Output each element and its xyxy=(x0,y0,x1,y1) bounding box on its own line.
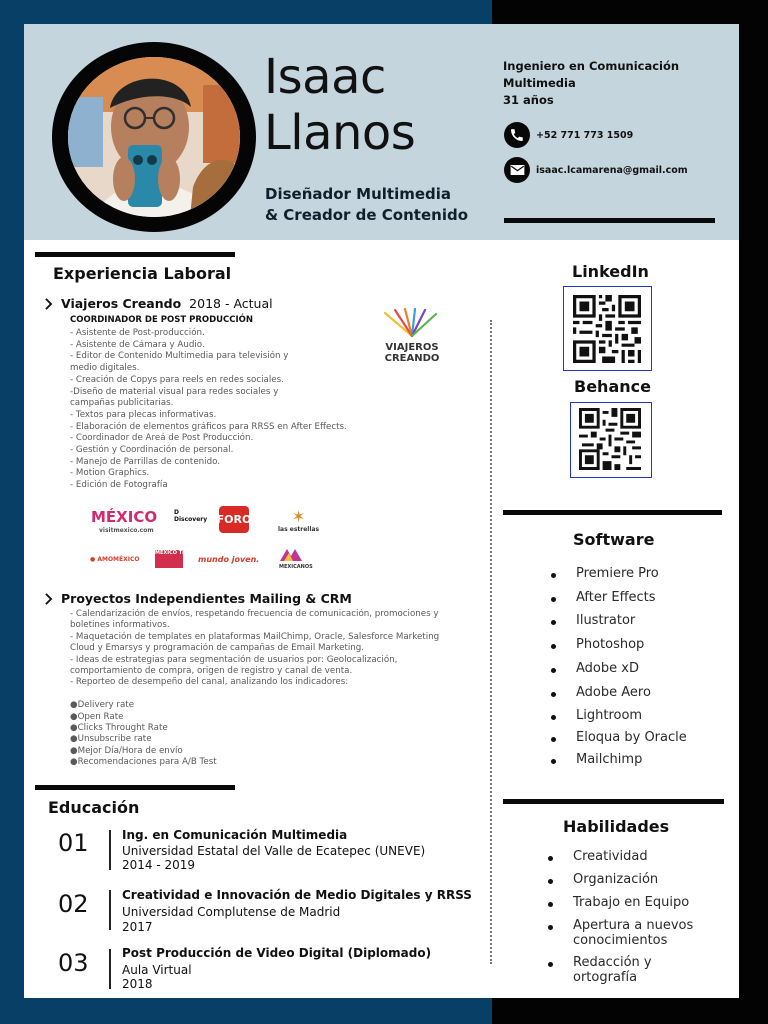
skills-top-bar xyxy=(503,799,724,804)
bullet-item: - Creación de Copys para reels en redes sociales. xyxy=(70,374,284,385)
viajeros-logo-mark xyxy=(381,308,443,338)
first-name: Isaac xyxy=(264,49,386,105)
viajeros-logo-text-line2: CREANDO xyxy=(384,353,440,364)
viajeros-logo-text-line1: VIAJEROS xyxy=(385,342,439,353)
last-name: Llanos xyxy=(264,105,416,161)
bullet-item: ●Delivery rate xyxy=(70,700,135,711)
bullet-item: - Manejo de Parrillas de contenido. xyxy=(70,456,221,467)
skills-title: Habilidades xyxy=(563,817,670,836)
skill-item: Creatividad xyxy=(573,849,698,864)
job2-responsibilities xyxy=(70,609,439,769)
chevron-right-icon xyxy=(44,298,53,310)
bullet-item: campañas publicitarias. xyxy=(70,398,174,409)
job-role: COORDINADOR DE POST PRODUCCIÓN xyxy=(70,315,254,325)
software-item: Mailchimp xyxy=(576,752,687,767)
bullet-item: medio digitales. xyxy=(70,363,140,374)
software-list xyxy=(576,566,687,767)
mail-icon xyxy=(504,157,530,183)
experience-title: Experiencia Laboral xyxy=(53,264,232,283)
experience-top-bar xyxy=(35,252,235,257)
viajeros-creando-logo xyxy=(381,308,443,366)
estrellas-logo: ✶ las estrellas xyxy=(278,507,320,533)
software-item: Ilustrator xyxy=(576,613,687,628)
mexico-logo: MÉXICO xyxy=(91,508,158,526)
email-address: isaac.lcamarena@gmail.com xyxy=(536,164,688,176)
bullet-item: ●Clicks Throught Rate xyxy=(70,723,168,734)
software-title: Software xyxy=(573,530,655,549)
bullet-item: ●Open Rate xyxy=(70,711,124,722)
job-viajeros-creando: Viajeros Creando 2018 - Actual xyxy=(44,296,273,311)
profile-photo-illustration xyxy=(68,57,240,217)
education-separator xyxy=(109,830,111,870)
skill-item: Apertura a nuevos conocimientos xyxy=(573,918,698,948)
bullet-item: comportamiento de compra, origen de registro y canal de venta. xyxy=(70,666,353,677)
bullet-item: - Maquetación de templates en plataformas MailChimp, Oracle, Salesforce Marketing xyxy=(70,631,440,642)
mexico-logo-subtitle: visitmexico.com xyxy=(99,527,154,534)
bullet-item: - Asistente de Cámara y Audio. xyxy=(70,339,205,350)
education-separator xyxy=(109,949,111,989)
bullet-item: - Textos para plecas informativas. xyxy=(70,409,217,420)
bullet-item: boletines informativos. xyxy=(70,620,170,631)
email-contact[interactable] xyxy=(504,157,688,183)
software-item: Adobe xD xyxy=(576,661,687,676)
phone-number: +52 771 773 1509 xyxy=(536,129,634,141)
linkedin-qr-code[interactable] xyxy=(563,286,652,371)
qr-code-icon xyxy=(573,295,641,363)
resume-header xyxy=(24,24,739,240)
profile-summary: Ingeniero en Comunicación Multimedia 31 años xyxy=(503,59,680,107)
mexicanos-logo: MEXICANOS xyxy=(279,548,313,570)
bullet-item: - Calendarización de envíos, respetando frecuencia de comunicación, promociones y xyxy=(70,609,439,619)
header-divider xyxy=(504,218,715,223)
job1-responsibilities xyxy=(70,328,347,492)
education-title: Educación xyxy=(48,798,140,817)
software-item: Adobe Aero xyxy=(576,685,687,700)
bullet-item: ●Unsubscribe rate xyxy=(70,734,152,745)
bullet-item: - Gestión y Coordinación de personal. xyxy=(70,445,234,456)
skill-item: Organización xyxy=(573,872,698,887)
person-name xyxy=(264,49,415,161)
skills-list xyxy=(573,849,698,985)
software-top-bar xyxy=(503,510,722,515)
mexico-travel-logo: MÉXICO TRAVEL xyxy=(155,550,183,568)
bullet-item: - Motion Graphics. xyxy=(70,468,150,479)
foro-logo: FORO xyxy=(219,506,249,533)
bullet-item: ●Recomendaciones para A/B Test xyxy=(70,757,217,768)
discovery-logo: D Discovery xyxy=(174,509,208,523)
bullet-item: Cloud y Emarsys y programación de campañas de Email Marketing. xyxy=(70,643,365,654)
profile-photo xyxy=(68,57,240,217)
software-item: Photoshop xyxy=(576,637,687,652)
phone-icon xyxy=(504,122,530,148)
chevron-right-icon xyxy=(44,593,53,605)
software-item: After Effects xyxy=(576,590,687,605)
bullet-item: - Edición de Fotografía xyxy=(70,480,168,491)
bullet-item: - Reporteo de desempeño del canal, analizando los indicadores: xyxy=(70,677,349,688)
bullet-item: - Elaboración de elementos gráficos para RRSS en After Effects. xyxy=(70,421,347,432)
mundo-joven-logo: mundo joven. xyxy=(198,555,260,564)
resume-page: Isaac Llanos Diseñador Multimedia & Creador de Contenido Ingeniero en Comunicación Multimedia 31 años +52 771 773 1509 isaac.lcamarena@gmail.com Experiencia Laboral Viajeros Creando 2018 - Actual COORDINADOR DE POST PRODUCCIÓN - Asistente de Post-producción. - Asistente de Cámara y Audio. - Editor de Contenido Multimedia para televisión y medio digitales. - Creación de Copys para reels en redes sociales. -Diseño de material visual para redes sociales y campañas publicitarias. - Textos para plecas informativas. - Elaboración de elementos gráficos para RRSS en After Effects. - Coordinador de Areá de Post Producción. - Gestión y Coordinación de personal. - Manejo de Parrillas de contenido. - Motion Graphics. - Edición de Fotografía VIAJEROS CREANDO MÉXICO visitmexico.com D Discovery FORO ✶ las estrellas ● AMOMÉXICO MÉXICO TRAVEL mundo joven. MEXICANOS Proyectos Independientes Mailing & CRM - Calendarización de envíos, respetando frecuencia de comunicación, promociones y boletines informativos. - Maquetación de templates en plataformas MailChimp, Oracle, Salesforce Marketing Cloud y Emarsys y programación de campañas de Email Marketing. - Ideas de estrategias para segmentación de usuarios por: Geolocalización, comportamiento de compra, origen de registro y canal de venta. - Reporteo de desempeño del canal, analizando los indicadores: ●Delivery rate ●Open Rate ●Clicks Throught Rate ●Unsubscribe rate ●Mejor Día/Hora de envío ●Recomendaciones para A/B Test Educación 01 Ing. en Comunicación Multimedia Universidad Estatal del Valle de Ecatepec (UNEVE) 2014 - 2019 02 Creatividad e Innovación de Medio Digitales y RRSS Universidad Complutense de Madrid 2017 03 Post Producción de Video Digital (Diplomado) Aula Virtual 2018 LinkedIn Behance Software Premiere Pro After Effects Ilustrator Photoshop Adobe xD Adobe Aero Lightroom Eloqua by Oracle Mailchimp Habilidades Creatividad Organización Trabajo en Equipo Apertura a nuevos conocimientos Redacción y ortografía xyxy=(24,24,739,998)
software-item: Premiere Pro xyxy=(576,566,687,581)
skill-item: Redacción y ortografía xyxy=(573,955,698,985)
software-item: Lightroom xyxy=(576,708,687,723)
bullet-item: ●Mejor Día/Hora de envío xyxy=(70,745,183,756)
bullet-item: - Asistente de Post-producción. xyxy=(70,328,205,338)
bullet-item: - Coordinador de Areá de Post Producción. xyxy=(70,433,254,444)
software-item: Eloqua by Oracle xyxy=(576,730,687,745)
linkedin-title: LinkedIn xyxy=(572,262,649,281)
column-divider xyxy=(490,320,492,964)
behance-title: Behance xyxy=(574,377,651,396)
job-mailing-crm: Proyectos Independientes Mailing & CRM xyxy=(44,591,352,606)
bullet-item: -Diseño de material visual para redes sociales y xyxy=(70,386,279,397)
bullet-item xyxy=(70,689,439,700)
profile-photo-ring xyxy=(52,42,256,232)
behance-qr-code[interactable] xyxy=(570,402,652,478)
education-separator xyxy=(109,890,111,930)
headline: Diseñador Multimedia & Creador de Contenido xyxy=(265,185,468,224)
qr-code-icon xyxy=(579,408,641,470)
bullet-item: - Ideas de estrategias para segmentación de usuarios por: Geolocalización, xyxy=(70,654,398,665)
bullet-item: - Editor de Contenido Multimedia para televisión y xyxy=(70,351,289,362)
amomexico-logo: ● AMOMÉXICO xyxy=(90,556,140,563)
skill-item: Trabajo en Equipo xyxy=(573,895,698,910)
education-top-bar xyxy=(35,785,235,790)
phone-contact[interactable] xyxy=(504,122,633,148)
